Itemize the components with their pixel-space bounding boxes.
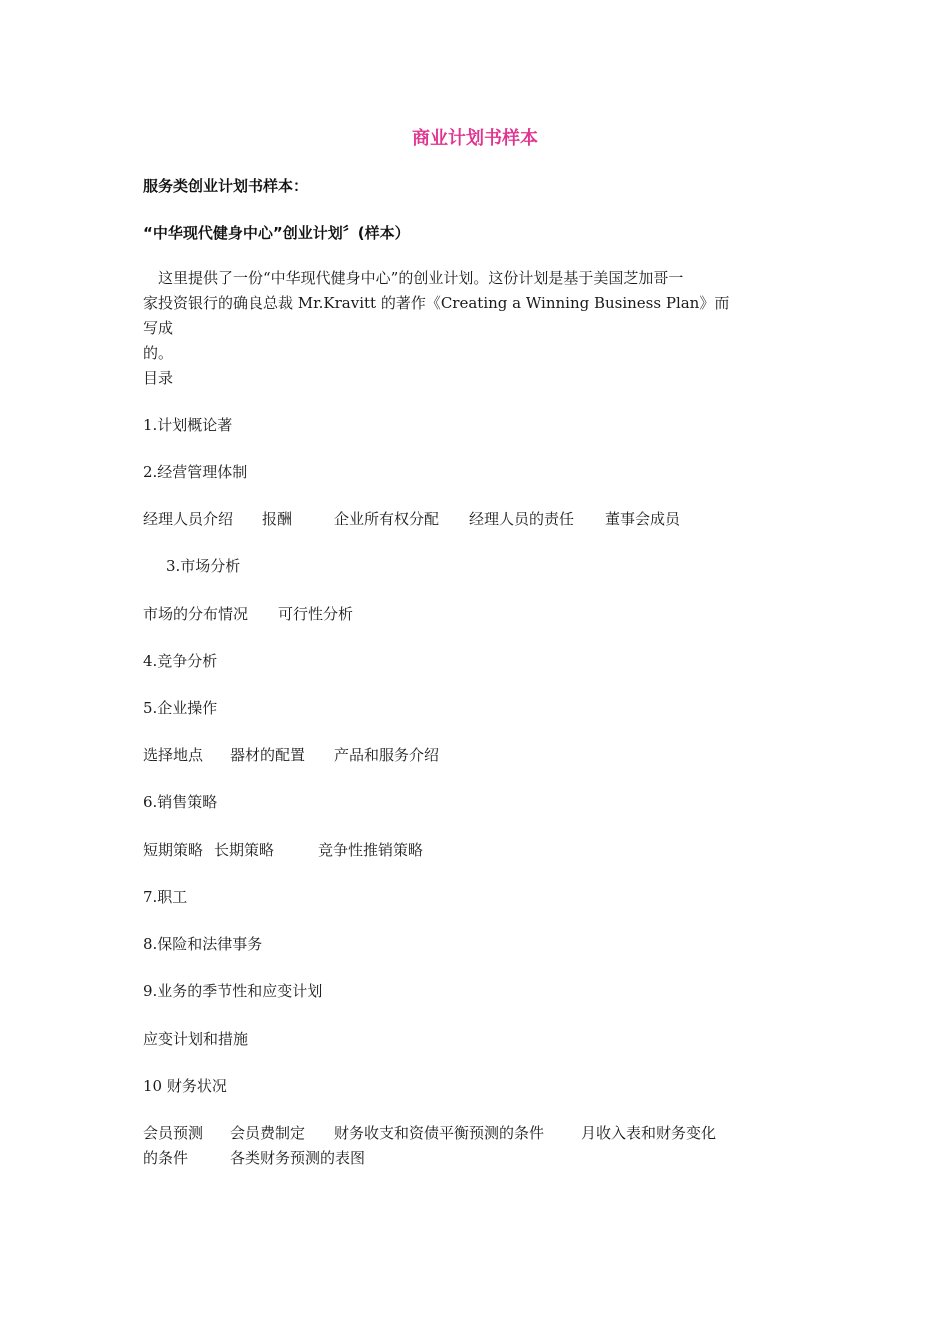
- toc-heading: 目录: [143, 369, 174, 387]
- toc-item: 各类财务预测的表图: [230, 1149, 366, 1167]
- toc-item: 会员费制定: [230, 1124, 306, 1142]
- intro-line-3: 的。: [143, 344, 174, 362]
- toc-item: 会员预测: [143, 1124, 204, 1142]
- document-title: 商业计划书样本: [412, 128, 538, 149]
- toc-item: 董事会成员: [605, 510, 681, 528]
- toc-item: 月收入表和财务变化: [581, 1124, 717, 1142]
- toc-section-9: 9.业务的季节性和应变计划: [143, 982, 323, 1000]
- toc-item: 竞争性推销策略: [318, 841, 424, 859]
- toc-item: 市场的分布情况: [143, 605, 249, 623]
- intro-line-2: 家投资银行的确良总裁 Mr.Kravitt 的著作《Creating a Winning Business Plan》而写成: [143, 294, 730, 337]
- toc-section-3: 3.市场分析: [166, 557, 241, 575]
- subtitle: 服务类创业计划书样本：: [143, 177, 309, 195]
- toc-section-6: 6.销售策略: [143, 793, 218, 811]
- toc-item: 产品和服务介绍: [334, 746, 440, 764]
- toc-item: 的条件: [143, 1149, 189, 1167]
- toc-section-5: 5.企业操作: [143, 699, 218, 717]
- toc-item: 经理人员介绍: [143, 510, 234, 528]
- toc-item: 短期策略: [143, 841, 204, 859]
- toc-section-7: 7.职工: [143, 888, 188, 906]
- toc-item: 经理人员的责任: [469, 510, 575, 528]
- toc-section-1: 1.计划概论著: [143, 416, 233, 434]
- toc-item: 报酬: [262, 510, 293, 528]
- toc-section-8: 8.保险和法律事务: [143, 935, 263, 953]
- toc-section-2: 2.经营管理体制: [143, 463, 248, 481]
- toc-section-9-items: [143, 1028, 248, 1049]
- toc-item: 应变计划和措施: [143, 1030, 249, 1048]
- toc-item: 长期策略: [214, 841, 275, 859]
- intro-line-1: 这里提供了一份“中华现代健身中心”的创业计划。这份计划是基于美国芝加哥一: [158, 269, 684, 287]
- toc-section-10: 10 财务状况: [143, 1077, 227, 1095]
- intro-paragraph: [143, 266, 743, 366]
- toc-item: 企业所有权分配: [334, 510, 440, 528]
- toc-item: 财务收支和资债平衡预测的条件: [334, 1124, 545, 1142]
- toc-item: 可行性分析: [278, 605, 354, 623]
- toc-item: 选择地点: [143, 746, 204, 764]
- plan-title: “中华现代健身中心”创业计划〞(样本）: [143, 224, 410, 242]
- toc-item: 器材的配置: [230, 746, 306, 764]
- toc-section-4: 4.竞争分析: [143, 652, 218, 670]
